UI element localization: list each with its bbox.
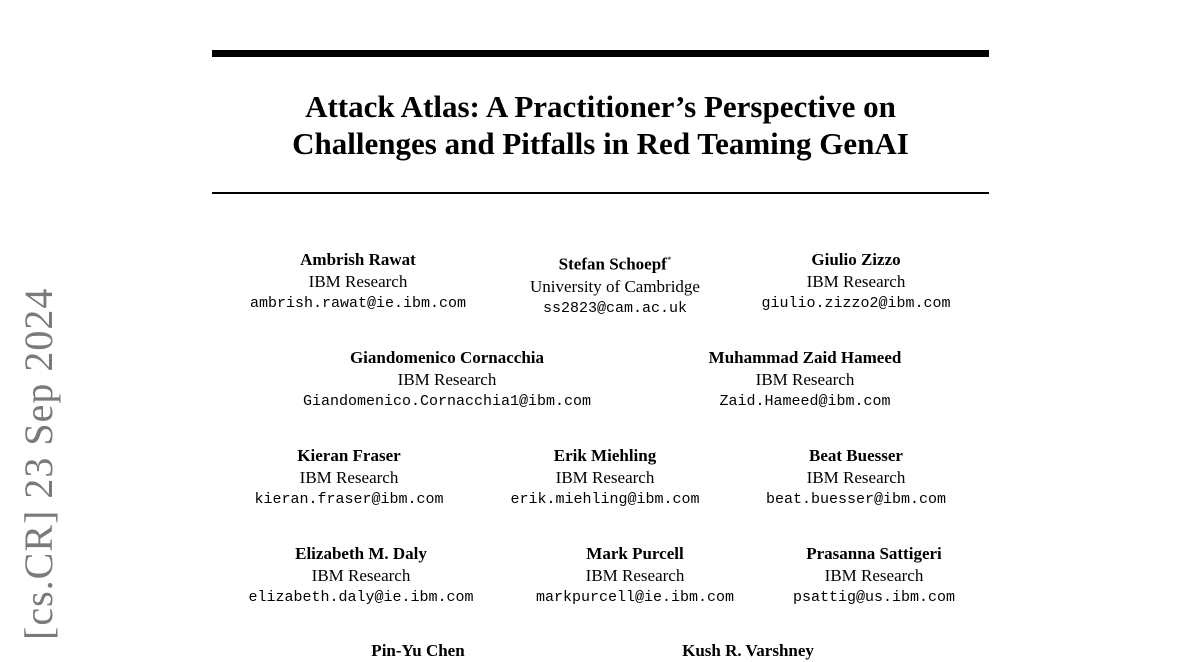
author-block	[371, 640, 464, 662]
author-email[interactable]: Giandomenico.Cornacchia1@ibm.com	[302, 393, 592, 410]
author-email[interactable]: beat.buesser@ibm.com	[765, 491, 947, 508]
author-name: Mark Purcell	[586, 544, 684, 563]
author-name: Giandomenico Cornacchia	[349, 348, 545, 367]
author-affiliation: IBM Research	[308, 272, 408, 291]
author-email[interactable]: giulio.zizzo2@ibm.com	[761, 295, 951, 312]
author-block	[793, 543, 955, 609]
author-affiliation: IBM Research	[311, 566, 411, 585]
author-email[interactable]: psattig@us.ibm.com	[792, 589, 956, 606]
author-email[interactable]: elizabeth.daly@ie.ibm.com	[248, 589, 474, 606]
author-block	[761, 249, 950, 315]
author-block	[766, 445, 946, 511]
author-footnote-mark: *	[666, 255, 672, 265]
author-block	[303, 347, 591, 413]
title-line-2: Challenges and Pitfalls in Red Teaming GenAI	[292, 126, 909, 161]
author-block	[250, 249, 466, 315]
author-email[interactable]: Zaid.Hameed@ibm.com	[719, 393, 891, 410]
author-name: Beat Buesser	[809, 446, 903, 465]
author-name: Elizabeth M. Daly	[295, 544, 427, 563]
author-affiliation: IBM Research	[806, 468, 906, 487]
author-name: Erik Miehling	[553, 446, 657, 465]
title-line-1: Attack Atlas: A Practitioner’s Perspective on	[305, 89, 896, 124]
author-affiliation: IBM Research	[755, 370, 855, 389]
arxiv-stamp: [cs.CR] 23 Sep 2024	[16, 287, 61, 640]
author-email[interactable]: ambrish.rawat@ie.ibm.com	[249, 295, 467, 312]
author-block	[536, 543, 734, 609]
author-block	[709, 347, 902, 413]
author-name: Prasanna Sattigeri	[806, 544, 942, 563]
author-block	[254, 445, 443, 511]
author-block	[682, 640, 814, 662]
author-name: Pin-Yu Chen	[371, 641, 465, 660]
author-block	[248, 543, 473, 609]
author-affiliation: IBM Research	[299, 468, 399, 487]
author-affiliation: IBM Research	[555, 468, 655, 487]
paper-title	[212, 88, 989, 162]
top-rule	[212, 50, 989, 57]
author-email[interactable]: ss2823@cam.ac.uk	[542, 299, 688, 317]
author-email[interactable]: kieran.fraser@ibm.com	[254, 491, 444, 508]
author-block	[510, 445, 699, 511]
author-name: Ambrish Rawat	[300, 250, 416, 269]
author-affiliation: IBM Research	[824, 566, 924, 585]
author-email[interactable]: markpurcell@ie.ibm.com	[535, 589, 735, 606]
author-name: Muhammad Zaid Hameed	[708, 348, 902, 367]
author-email[interactable]: erik.miehling@ibm.com	[510, 491, 700, 508]
author-name: Kieran Fraser	[297, 446, 401, 465]
author-affiliation: IBM Research	[806, 272, 906, 291]
author-affiliation: IBM Research	[397, 370, 497, 389]
author-name: Giulio Zizzo	[811, 250, 901, 269]
author-name: Kush R. Varshney	[682, 641, 814, 660]
author-affiliation: IBM Research	[585, 566, 685, 585]
title-rule	[212, 192, 989, 194]
author-name: Stefan Schoepf	[558, 254, 667, 274]
author-block	[530, 249, 700, 320]
author-affiliation: University of Cambridge	[530, 276, 700, 296]
